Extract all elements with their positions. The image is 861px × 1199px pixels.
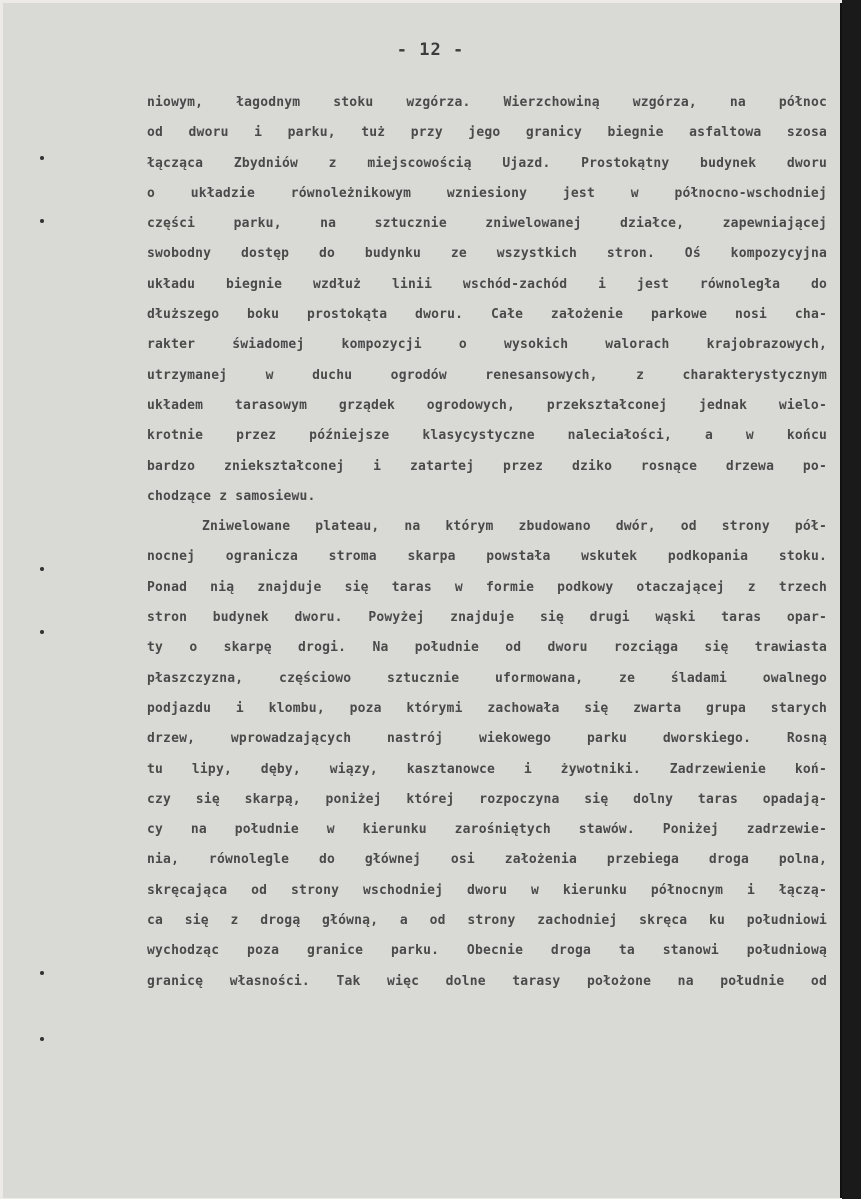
text-line: układem tarasowym grządek ogrodowych, przekształconej jednak wielo-: [147, 397, 827, 413]
text-line: czy się skarpą, poniżej której rozpoczyna się dolny taras opadają-: [147, 791, 827, 807]
text-line: łącząca Zbydniów z miejscowością Ujazd. Prostokątny budynek dworu: [147, 155, 827, 171]
text-line: niowym, łagodnym stoku wzgórza. Wierzchowiną wzgórza, na północ: [147, 95, 827, 110]
margin-mark: [40, 156, 44, 160]
text-line: chodzące z samosiewu.: [147, 488, 316, 504]
margin-mark: [40, 219, 44, 223]
text-line: nia, równolegle do głównej osi założenia przebiega droga polna,: [147, 852, 827, 868]
text-line: o układzie równoleżnikowym wzniesiony jest w północno-wschodniej: [147, 185, 827, 201]
body-text: [147, 88, 827, 997]
text-line: układu biegnie wzdłuż linii wschód-zachód i jest równoległa do: [147, 276, 827, 292]
text-line: płaszczyzna, częściowo sztucznie uformowana, ze śladami owalnego: [147, 670, 827, 686]
text-line: od dworu i parku, tuż przy jego granicy biegnie asfaltowa szosa: [147, 125, 827, 141]
margin-mark: [40, 971, 44, 975]
paragraph-start-line: Zniwelowane plateau, na którym zbudowano dwór, od strony pół-: [202, 519, 827, 535]
margin-mark: [40, 567, 44, 571]
text-line: wychodząc poza granice parku. Obecnie droga ta stanowi południową: [147, 943, 827, 959]
text-line: krotnie przez późniejsze klasycystyczne naleciałości, a w końcu: [147, 428, 827, 444]
text-line: Ponad nią znajduje się taras w formie podkowy otaczającej z trzech: [147, 579, 827, 595]
text-line: podjazdu i klombu, poza którymi zachowała się zwarta grupa starych: [147, 700, 827, 716]
text-line: nocnej ogranicza stroma skarpa powstała wskutek podkopania stoku.: [147, 549, 827, 565]
text-line: ca się z drogą główną, a od strony zachodniej skręca ku południowi: [147, 913, 827, 929]
text-line: swobodny dostęp do budynku ze wszystkich stron. Oś kompozycyjna: [147, 246, 827, 262]
text-line: rakter świadomej kompozycji o wysokich walorach krajobrazowych,: [147, 337, 827, 353]
text-line: cy na południe w kierunku zarośniętych stawów. Poniżej zadrzewie-: [147, 822, 827, 838]
margin-mark: [40, 1037, 44, 1041]
page-number: - 12 -: [396, 40, 465, 60]
text-line: ty o skarpę drogi. Na południe od dworu rozciąga się trawiasta: [147, 640, 827, 656]
margin-mark: [40, 630, 44, 634]
scan-border: [842, 0, 861, 1199]
text-line: skręcająca od strony wschodniej dworu w kierunku północnym i łączą-: [147, 882, 827, 898]
text-line: dłuższego boku prostokąta dworu. Całe założenie parkowe nosi cha-: [147, 307, 827, 323]
text-line: bardzo zniekształconej i zatartej przez dziko rosnące drzewa po-: [147, 458, 827, 474]
text-line: tu lipy, dęby, wiązy, kasztanowce i żywotniki. Zadrzewienie koń-: [147, 761, 827, 777]
text-line: stron budynek dworu. Powyżej znajduje się drugi wąski taras opar-: [147, 610, 827, 626]
text-line: granicę własności. Tak więc dolne tarasy położone na południe od: [147, 973, 827, 989]
text-line: części parku, na sztucznie zniwelowanej działce, zapewniającej: [147, 216, 827, 232]
text-line: drzew, wprowadzających nastrój wiekowego parku dworskiego. Rosną: [147, 731, 827, 747]
text-line: utrzymanej w duchu ogrodów renesansowych, z charakterystycznym: [147, 367, 827, 383]
